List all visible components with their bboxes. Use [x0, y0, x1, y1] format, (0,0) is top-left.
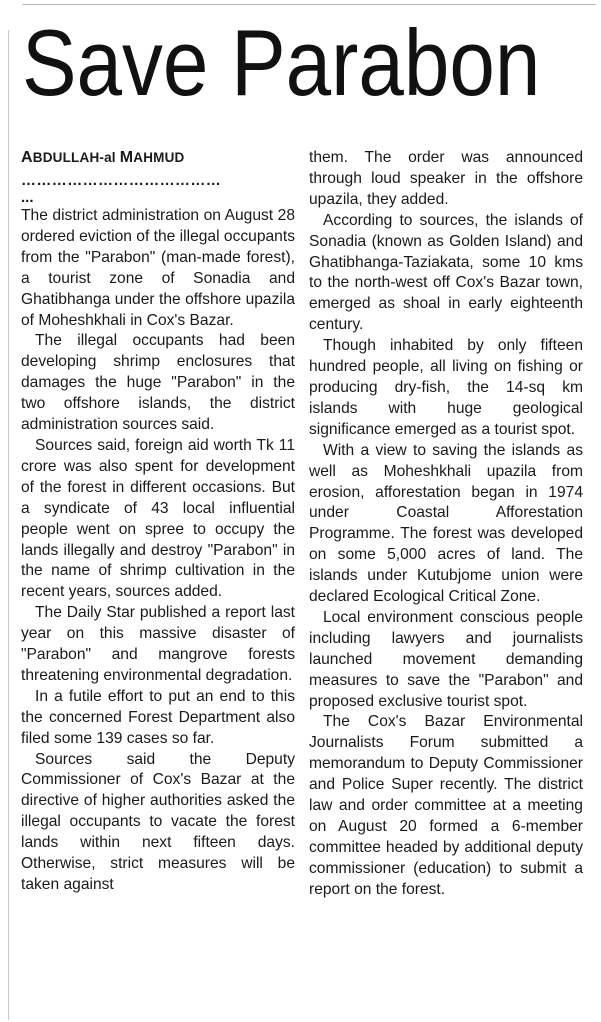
byline-connector: -al [99, 150, 120, 165]
byline [21, 148, 295, 168]
paragraph: The Daily Star published a report last year on this massive disaster of "Parabon" and mangrove forests threatening environmental degradation. [21, 604, 295, 684]
left-edge-rule [8, 30, 9, 1020]
byline-initial-first: A [21, 149, 33, 166]
headline: Save Parabon [22, 10, 541, 115]
paragraph: The illegal occupants had been developing shrimp enclosures that damages the huge "Parabon" in the two offshore islands, the district administration sources said. [21, 332, 295, 434]
byline-initial-last: M [119, 149, 134, 166]
right-column [309, 148, 583, 901]
dotted-separator: ………………………………… [21, 172, 222, 189]
paragraph: Sources said, foreign aid worth Tk 11 crore was also spent for development of the forest in different occasions. But a syndicate of 43 local influential people went on spree to occupy the lands illegally and destroy "Parabon" in the name of shrimp cultivation in the recent years, sources added. [21, 436, 295, 601]
byline-first-rest: BDULLAH [32, 150, 100, 165]
paragraph: The district administration on August 28 ordered eviction of the illegal occupants from the "Parabon" (man-made forest), a tourist zone of Sonadia and Ghatibhanga under the offshore upazila of Moheshkhali in Cox's Bazar. [21, 207, 295, 329]
paragraph: Though inhabited by only fifteen hundred people, all living on fishing or producing dry-fish, the 14-sq km islands with huge geological significance emerged as a tourist spot. [309, 337, 583, 438]
paragraph: The Cox's Bazar Environmental Journalists Forum submitted a memorandum to Deputy Commissioner and Police Super recently. The district law and order committee at a meeting on August 20 formed a 6-member committee headed by additional deputy commissioner (education) to submit a report on the forest. [309, 713, 583, 898]
paragraph: Local environment conscious people including lawyers and journalists launched movement demanding measures to save the "Parabon" and proposed exclusive tourist spot. [309, 608, 583, 710]
paragraph: Sources said the Deputy Commissioner of Cox's Bazar at the directive of higher authorities asked the illegal occupants to vacate the forest lands within next fifteen days. Otherwise, strict measures will be taken against [21, 750, 295, 893]
dotted-separator-end: ... [21, 189, 34, 206]
paragraph: In a futile effort to put an end to this the concerned Forest Department also filed some 139 cases so far. [21, 687, 295, 747]
paragraph: them. The order was announced through loud speaker in the offshore upazila, they added. [309, 149, 583, 208]
paragraph: With a view to saving the islands as well as Moheshkhali upazila from erosion, afforestation began in 1974 under Coastal Afforestation Programme. The forest was developed on some 5,000 acres of land. The islands under Kutubjome union were declared Ecological Critical Zone. [309, 441, 583, 606]
left-column [21, 148, 295, 896]
byline-last-rest: AHMUD [133, 150, 185, 165]
paragraph: According to sources, the islands of Sonadia (known as Golden Island) and Ghatibhanga-Taziakata, some 10 kms to the north-west off Cox's Bazar town, emerged as shoal in early eighteenth century. [309, 211, 583, 334]
